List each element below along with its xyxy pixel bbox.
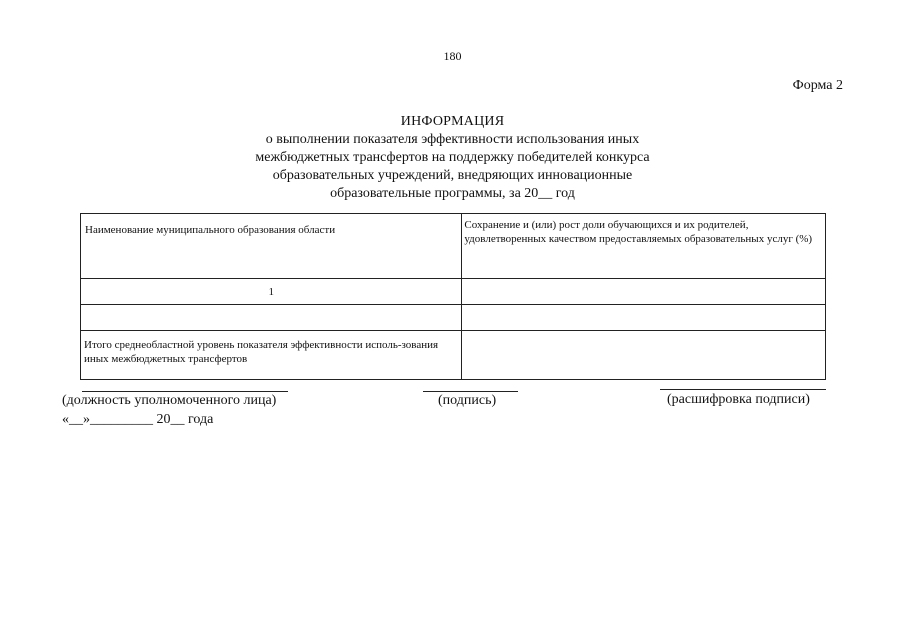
form-label: Форма 2 (792, 78, 843, 93)
table-header-row (81, 214, 826, 279)
date-line: «__»_________ 20__ года (62, 412, 214, 427)
cell-total-value (462, 331, 826, 380)
table-row-index (81, 279, 826, 305)
cell-total-label: Итого среднеобластной уровень показателя эффективности исполь-зования иных межбюджетных трансфертов (81, 331, 462, 380)
header-satisfaction-share: Сохранение и (или) рост доли обучающихся и их родителей, удовлетворенных качеством предоставляемых образовательных услуг (%) (462, 214, 826, 279)
signature-line (423, 391, 518, 392)
position-signature-line (82, 391, 288, 392)
title-line-1: о выполнении показателя эффективности использования иных (265, 132, 640, 147)
cell-empty-2 (462, 305, 826, 331)
header-municipality: Наименование муниципального образования области (81, 214, 462, 279)
cell-index-2 (462, 279, 826, 305)
document-title (200, 113, 705, 203)
signature-caption: (подпись) (438, 393, 497, 408)
title-line-4: образовательные программы, за 20__ год (330, 186, 575, 201)
page-number: 180 (443, 49, 462, 63)
decoding-signature-line (660, 389, 826, 390)
title-line-3: образовательных учреждений, внедряющих инновационные (272, 168, 633, 183)
decoding-caption: (расшифровка подписи) (667, 392, 810, 407)
position-caption: (должность уполномоченного лица) (62, 393, 277, 408)
report-table (80, 213, 826, 380)
cell-index-1: 1 (81, 279, 462, 305)
title-heading: ИНФОРМАЦИЯ (400, 114, 505, 129)
table-row-empty (81, 305, 826, 331)
cell-empty-1 (81, 305, 462, 331)
table-row-total (81, 331, 826, 380)
title-line-2: межбюджетных трансфертов на поддержку победителей конкурса (255, 150, 650, 165)
